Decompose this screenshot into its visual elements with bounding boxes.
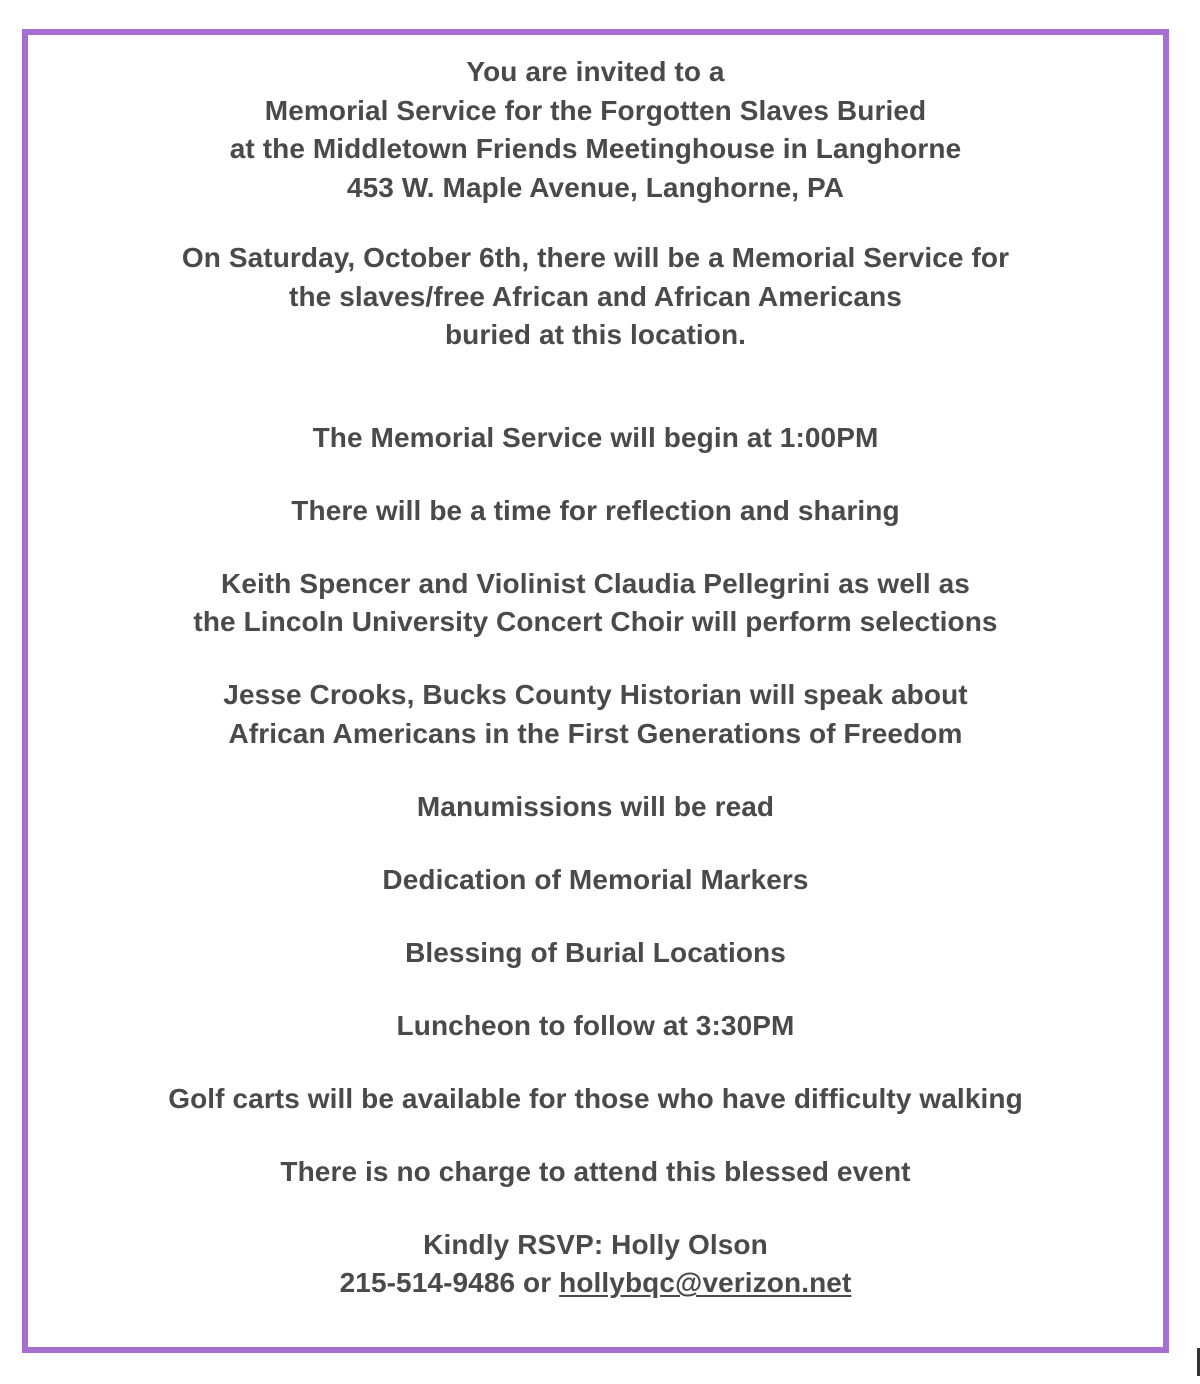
invitation-body <box>28 53 1163 1303</box>
rsvp-block <box>28 1226 1163 1303</box>
announcement-block <box>28 239 1163 355</box>
announcement-line: the slaves/free African and African Americans <box>289 280 902 312</box>
intro-location-line: at the Middletown Friends Meetinghouse in Langhorne <box>229 133 962 164</box>
spacer <box>28 753 1163 788</box>
spacer <box>28 972 1163 1007</box>
announcement-line: On Saturday, October 6th, there will be a Memorial Service for <box>181 242 1010 273</box>
intro-address-line: 453 W. Maple Avenue, Langhorne, PA <box>346 171 845 203</box>
intro-line: You are invited to a <box>466 56 725 87</box>
program-item-luncheon: Luncheon to follow at 3:30PM <box>396 1009 795 1041</box>
spacer <box>28 899 1163 934</box>
rsvp-email-link[interactable]: hollybqc@verizon.net <box>559 1267 852 1298</box>
program-item-no-charge: There is no charge to attend this blessed event <box>280 1155 911 1187</box>
spacer <box>28 826 1163 861</box>
program-item-golf-carts: Golf carts will be available for those who have difficulty walking <box>168 1082 1023 1114</box>
rsvp-phone: 215-514-9486 or <box>339 1267 560 1298</box>
rsvp-line: Kindly RSVP: Holly Olson <box>423 1228 768 1260</box>
program-item-dedication: Dedication of Memorial Markers <box>382 863 809 895</box>
program-item-performers: Keith Spencer and Violinist Claudia Pellegrini as well as the Lincoln University Concert Choir will perform selections <box>193 567 998 637</box>
program-item-start-time: The Memorial Service will begin at 1:00PM <box>312 421 879 453</box>
spacer <box>28 355 1163 419</box>
spacer <box>28 642 1163 677</box>
spacer <box>28 457 1163 492</box>
spacer <box>28 1045 1163 1080</box>
program-item-reflection: There will be a time for reflection and sharing <box>291 494 900 526</box>
program-item-historian: Jesse Crooks, Bucks County Historian will speak about African Americans in the First Generations of Freedom <box>223 679 968 749</box>
intro-block <box>28 53 1163 207</box>
program-item-manumissions: Manumissions will be read <box>416 790 775 822</box>
intro-title-line: Memorial Service for the Forgotten Slaves Buried <box>264 94 927 126</box>
invitation-frame <box>22 29 1169 1353</box>
program-list <box>28 419 1163 1192</box>
spacer <box>28 530 1163 565</box>
program-item-blessing: Blessing of Burial Locations <box>405 936 786 968</box>
announcement-line: buried at this location. <box>444 319 747 350</box>
spacer <box>28 1191 1163 1226</box>
spacer <box>28 1118 1163 1153</box>
rsvp-contact-line <box>28 1264 1163 1303</box>
spacer <box>28 207 1163 239</box>
